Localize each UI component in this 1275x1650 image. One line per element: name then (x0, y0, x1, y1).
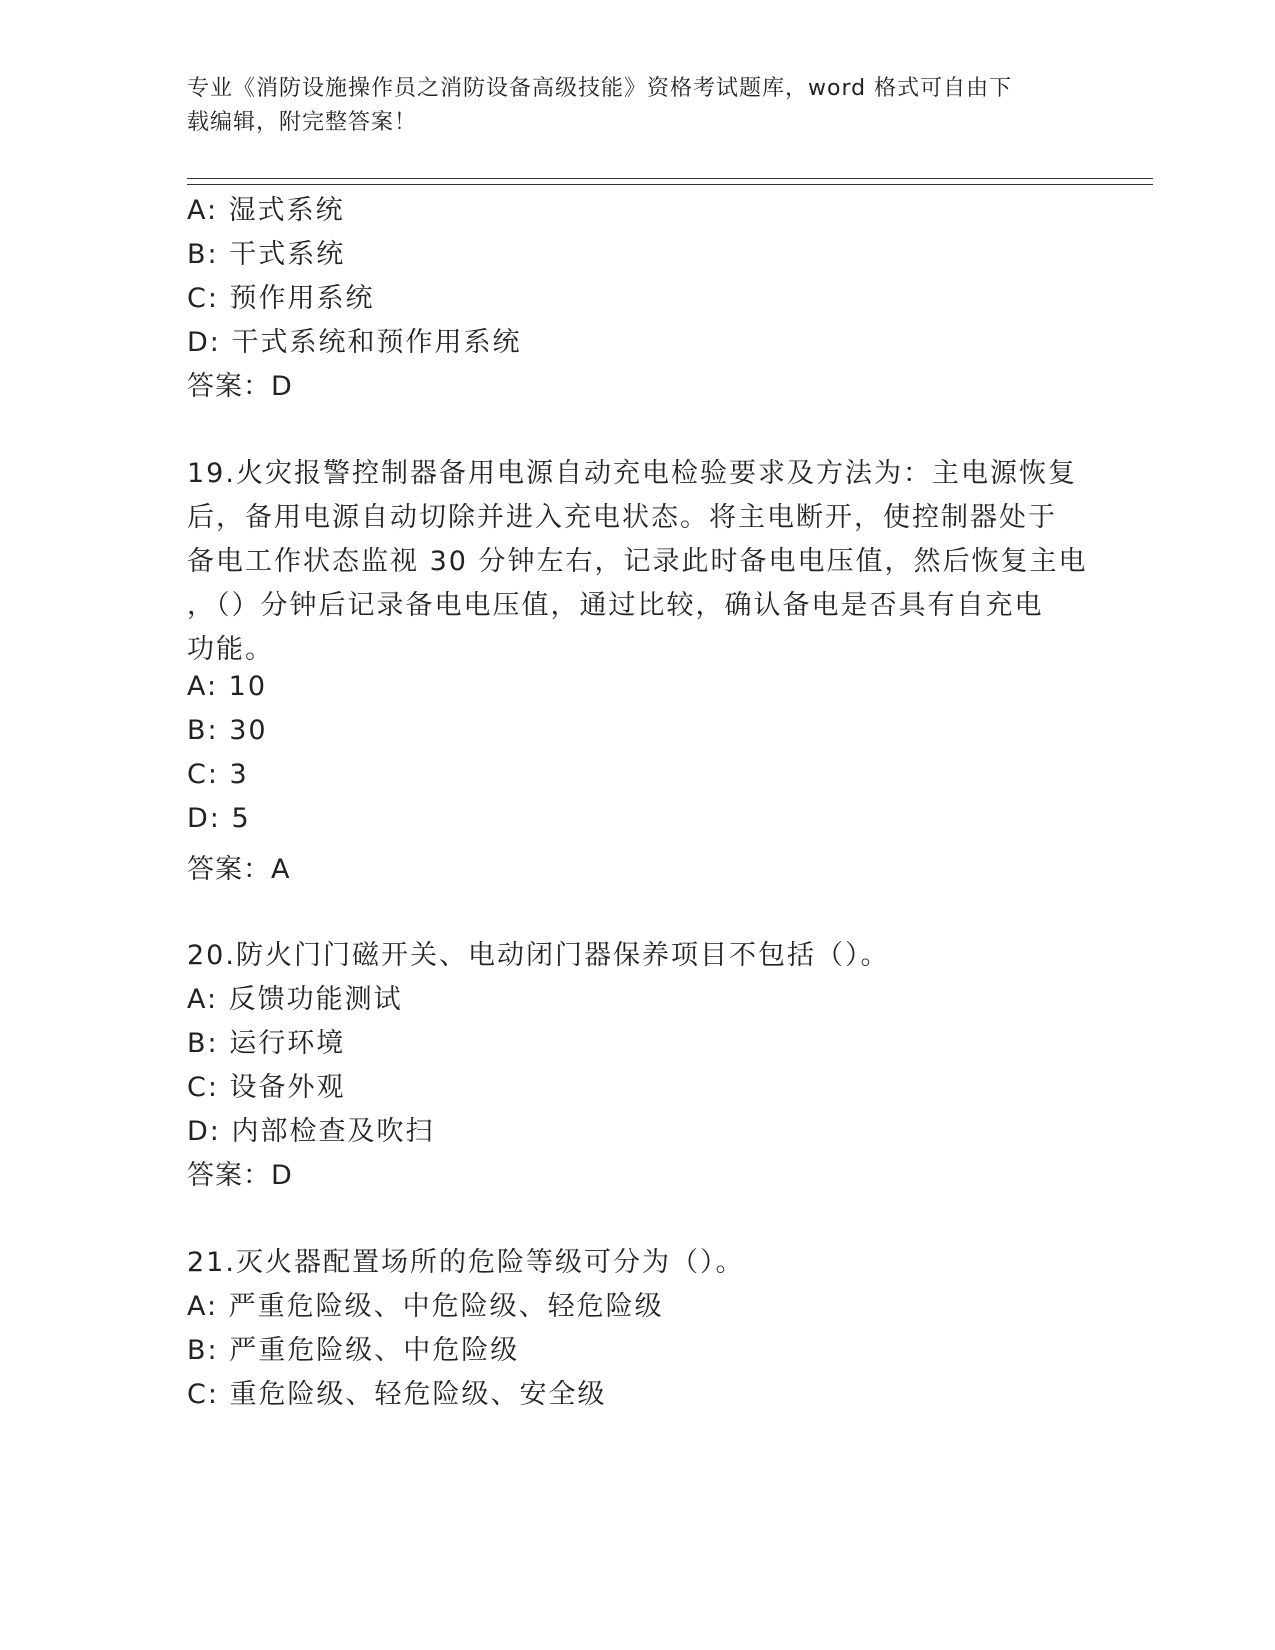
header-line-2: 载编辑，附完整答案！ (187, 110, 418, 135)
q20-answer: 答案：D (187, 1160, 293, 1191)
q21-option-b: B: 严重危险级、中危险级 (187, 1335, 520, 1366)
q21-option-a: A: 严重危险级、中危险级、轻危险级 (187, 1291, 664, 1322)
q19-stem-line-3: 备电工作状态监视 30 分钟左右，记录此时备电电压值，然后恢复主电 (187, 546, 1088, 577)
header-rule-top (187, 178, 1153, 179)
q19-answer: 答案：A (187, 854, 291, 885)
q21-stem: 21.灭火器配置场所的危险等级可分为（）。 (187, 1247, 745, 1278)
header-line-1: 专业《消防设施操作员之消防设备高级技能》资格考试题库，word 格式可自由下 (187, 76, 1013, 101)
q19-stem-line-4: ，（）分钟后记录备电电压值，通过比较，确认备电是否具有自充电 (187, 590, 1044, 621)
q19-option-b: B: 30 (187, 715, 268, 746)
q19-option-d: D: 5 (187, 803, 251, 834)
q20-stem: 20.防火门门磁开关、电动闭门器保养项目不包括（）。 (187, 940, 890, 971)
q20-option-c: C: 设备外观 (187, 1072, 346, 1103)
q21-option-c: C: 重危险级、轻危险级、安全级 (187, 1379, 607, 1410)
q20-option-b: B: 运行环境 (187, 1028, 346, 1059)
q18-answer: 答案：D (187, 371, 293, 402)
q19-option-c: C: 3 (187, 759, 249, 790)
header-rule-bottom (187, 184, 1153, 185)
q18-option-d: D: 干式系统和预作用系统 (187, 327, 522, 358)
document-header (187, 72, 1067, 140)
q18-option-c: C: 预作用系统 (187, 283, 375, 314)
q20-option-d: D: 内部检查及吹扫 (187, 1116, 435, 1147)
q18-option-a: A: 湿式系统 (187, 195, 345, 226)
q20-option-a: A: 反馈功能测试 (187, 984, 403, 1015)
q19-stem-line-5: 功能。 (187, 634, 274, 665)
q19-stem-line-2: 后，备用电源自动切除并进入充电状态。将主电断开，使控制器处于 (187, 502, 1057, 533)
q19-stem-line-1: 19.火灾报警控制器备用电源自动充电检验要求及方法为：主电源恢复 (187, 458, 1077, 489)
q19-option-a: A: 10 (187, 671, 268, 702)
q18-option-b: B: 干式系统 (187, 239, 346, 270)
